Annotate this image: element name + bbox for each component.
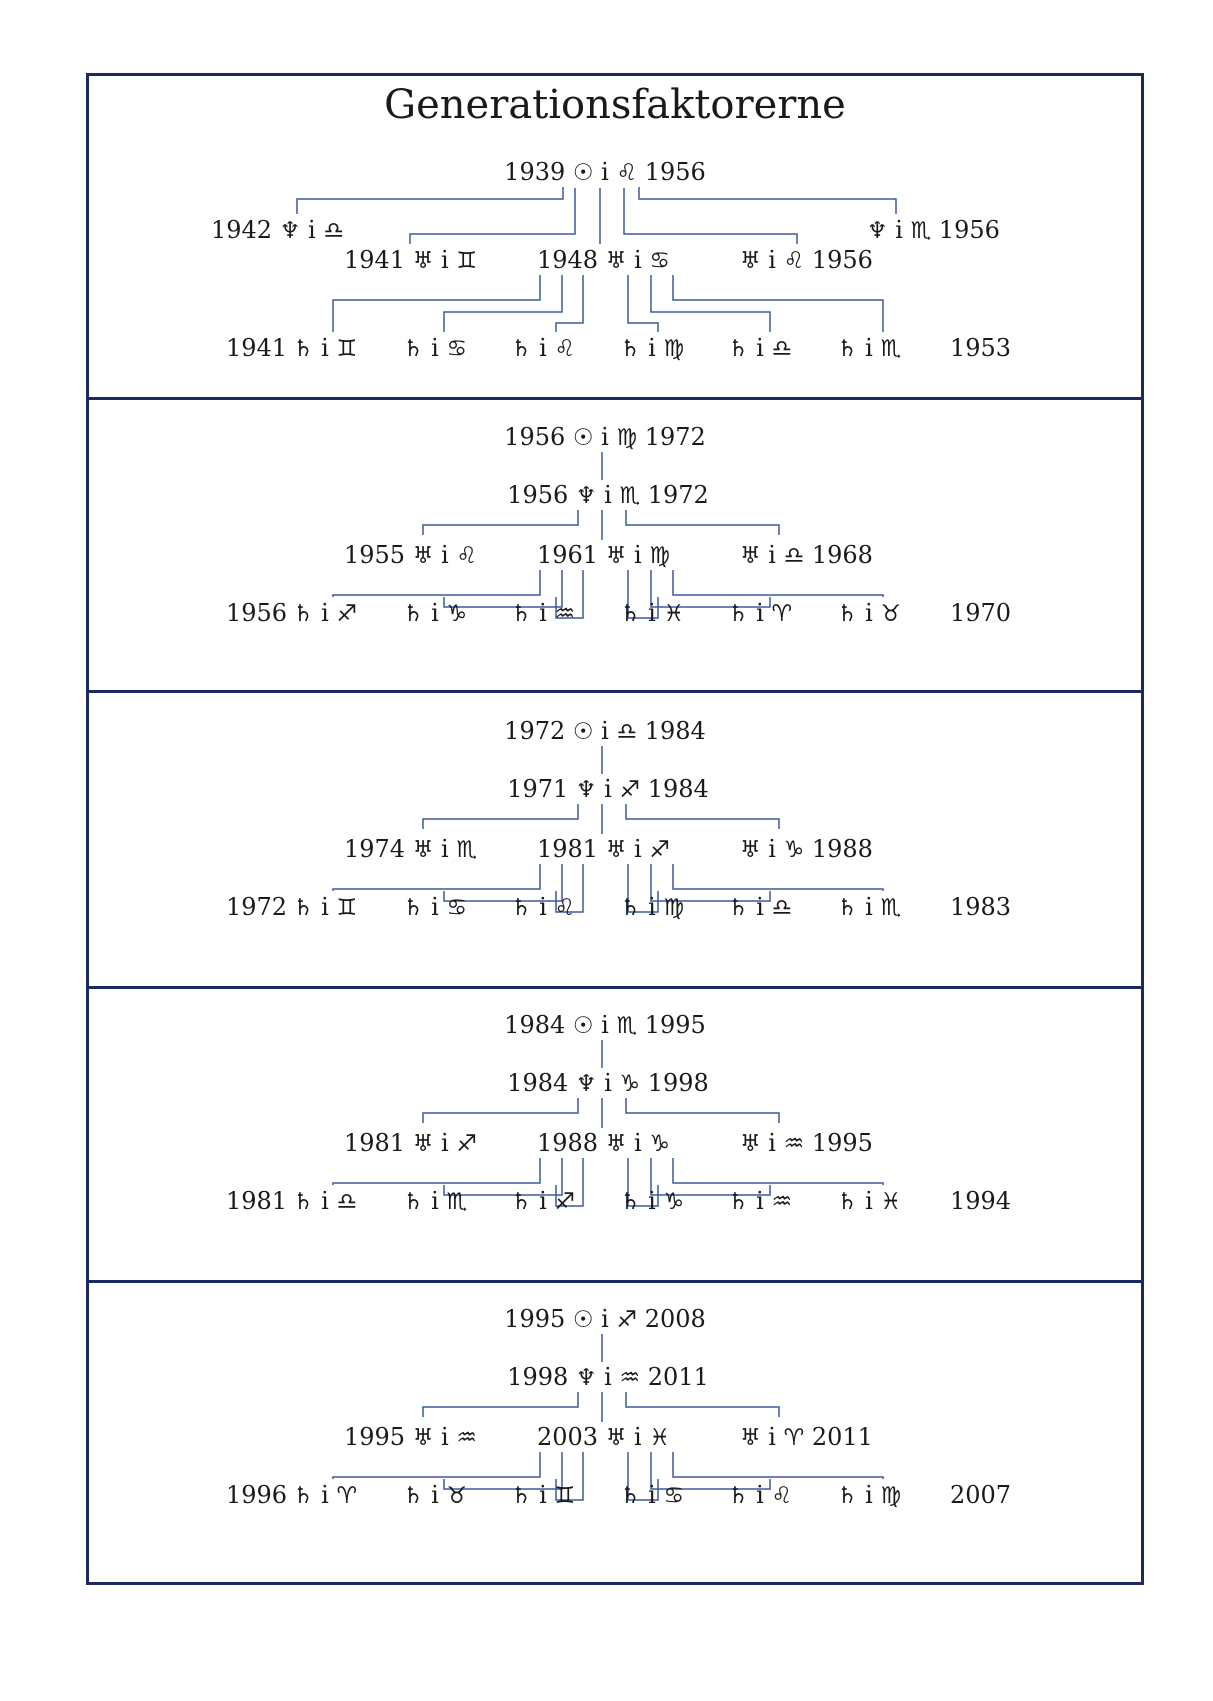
connector-line — [423, 510, 578, 535]
connector-line — [628, 275, 658, 332]
planet-glyph-icon: ☉ — [572, 160, 594, 186]
end-year: 2011 — [811, 1423, 873, 1451]
planet-glyph-icon: ♄ — [836, 895, 858, 921]
planet-glyph-icon: ♅ — [740, 1425, 761, 1451]
saturn-item — [837, 1481, 901, 1510]
preposition: i — [756, 1187, 764, 1215]
planet-glyph-icon: ♄ — [836, 336, 858, 362]
preposition: i — [756, 1481, 764, 1509]
preposition: i — [768, 541, 776, 569]
zodiac-sign-icon: ♏ — [910, 218, 932, 244]
planet-glyph-icon: ☉ — [572, 1013, 594, 1039]
uranus-mid — [537, 541, 670, 570]
planet-glyph-icon: ♄ — [510, 1189, 532, 1215]
zodiac-sign-icon: ♑ — [663, 1189, 685, 1215]
preposition: i — [648, 334, 656, 362]
saturn-start-year: 1996 — [226, 1481, 288, 1509]
planet-glyph-icon: ♅ — [605, 837, 627, 863]
zodiac-sign-icon: ♏ — [619, 483, 641, 509]
planet-glyph-icon: ♆ — [575, 777, 597, 803]
zodiac-sign-icon: ♊ — [554, 1483, 576, 1509]
zodiac-sign-icon: ♎ — [771, 895, 793, 921]
zodiac-sign-icon: ♐ — [616, 1307, 638, 1333]
saturn-item — [728, 893, 792, 922]
sun-row — [504, 717, 706, 746]
planet-glyph-icon: ♄ — [619, 1483, 641, 1509]
start-year: 1961 — [537, 541, 599, 569]
preposition: i — [633, 1423, 642, 1451]
zodiac-sign-icon: ♎ — [323, 218, 344, 244]
start-year: 2003 — [537, 1423, 599, 1451]
saturn-item — [620, 1187, 684, 1216]
zodiac-sign-icon: ♎ — [771, 336, 793, 362]
zodiac-sign-icon: ♑ — [619, 1071, 641, 1097]
planet-glyph-icon: ♅ — [605, 543, 627, 569]
connector-line — [673, 275, 883, 332]
preposition: i — [633, 541, 642, 569]
saturn-item — [837, 599, 901, 628]
zodiac-sign-icon: ♒ — [619, 1365, 641, 1391]
planet-glyph-icon: ♄ — [292, 601, 314, 627]
preposition: i — [601, 1011, 609, 1039]
end-year: 1984 — [644, 717, 706, 745]
uranus-left — [344, 246, 477, 275]
uranus-left — [344, 1423, 477, 1452]
zodiac-sign-icon: ♌ — [771, 1483, 793, 1509]
zodiac-sign-icon: ♈ — [336, 1483, 358, 1509]
zodiac-sign-icon: ♌ — [554, 895, 576, 921]
preposition: i — [601, 1305, 609, 1333]
saturn-item — [293, 893, 357, 922]
planet-glyph-icon: ♄ — [402, 336, 424, 362]
start-year: 1998 — [507, 1363, 569, 1391]
preposition: i — [768, 1129, 776, 1157]
zodiac-sign-icon: ♌ — [456, 543, 477, 569]
saturn-item — [728, 599, 792, 628]
preposition: i — [768, 835, 776, 863]
uranus-right — [740, 246, 873, 275]
connector-line — [639, 187, 896, 214]
start-year: 1955 — [344, 541, 406, 569]
start-year: 1942 — [211, 216, 273, 244]
preposition: i — [601, 423, 609, 451]
zodiac-sign-icon: ♍ — [616, 425, 638, 451]
zodiac-sign-icon: ♌ — [554, 336, 576, 362]
zodiac-sign-icon: ♐ — [619, 777, 641, 803]
planet-glyph-icon: ☉ — [572, 1307, 594, 1333]
zodiac-sign-icon: ♏ — [616, 1013, 638, 1039]
saturn-start-year: 1972 — [226, 893, 288, 921]
preposition: i — [307, 216, 316, 244]
connector-line — [626, 1098, 779, 1123]
zodiac-sign-icon: ♑ — [783, 837, 805, 863]
connector-line — [333, 1452, 540, 1479]
saturn-item — [728, 1481, 792, 1510]
zodiac-sign-icon: ♋ — [649, 248, 670, 274]
uranus-right — [740, 835, 873, 864]
saturn-end-year: 1983 — [950, 893, 1012, 921]
start-year: 1984 — [504, 1011, 566, 1039]
preposition: i — [604, 1363, 612, 1391]
zodiac-sign-icon: ♏ — [456, 837, 477, 863]
sun-row — [504, 1011, 706, 1040]
zodiac-sign-icon: ♐ — [336, 601, 358, 627]
preposition: i — [321, 1481, 329, 1509]
zodiac-sign-icon: ♏ — [446, 1189, 468, 1215]
saturn-item — [620, 334, 684, 363]
saturn-item — [293, 599, 357, 628]
zodiac-sign-icon: ♍ — [880, 1483, 902, 1509]
saturn-item — [837, 893, 901, 922]
saturn-item — [511, 334, 575, 363]
end-year: 1968 — [811, 541, 873, 569]
planet-glyph-icon: ♅ — [605, 1131, 627, 1157]
end-year: 2011 — [647, 1363, 709, 1391]
connector-line — [651, 275, 770, 332]
zodiac-sign-icon: ♈ — [783, 1425, 805, 1451]
saturn-item — [837, 334, 901, 363]
uranus-mid — [537, 1129, 670, 1158]
preposition: i — [865, 1481, 873, 1509]
zodiac-sign-icon: ♍ — [663, 895, 685, 921]
saturn-item — [620, 1481, 684, 1510]
planet-glyph-icon: ♆ — [867, 218, 888, 244]
planet-glyph-icon: ♅ — [412, 543, 434, 569]
zodiac-sign-icon: ♏ — [880, 895, 902, 921]
connector-line — [423, 804, 578, 829]
planet-glyph-icon: ♅ — [740, 1131, 761, 1157]
preposition: i — [648, 1481, 656, 1509]
saturn-item — [511, 893, 575, 922]
start-year: 1974 — [344, 835, 406, 863]
planet-glyph-icon: ♄ — [619, 1189, 641, 1215]
zodiac-sign-icon: ♐ — [554, 1189, 576, 1215]
saturn-end-year: 1953 — [950, 334, 1012, 362]
uranus-left — [344, 835, 477, 864]
connector-line — [673, 570, 883, 597]
connector-line — [410, 188, 575, 244]
saturn-start-year: 1981 — [226, 1187, 288, 1215]
planet-glyph-icon: ♆ — [575, 1365, 597, 1391]
planet-glyph-icon: ♅ — [605, 248, 627, 274]
zodiac-sign-icon: ♈ — [771, 601, 793, 627]
preposition: i — [604, 481, 612, 509]
planet-glyph-icon: ♄ — [836, 1483, 858, 1509]
saturn-item — [728, 334, 792, 363]
uranus-mid — [537, 1423, 670, 1452]
preposition: i — [440, 246, 449, 274]
uranus-right — [740, 541, 873, 570]
preposition: i — [440, 1129, 449, 1157]
zodiac-sign-icon: ♎ — [336, 1189, 358, 1215]
start-year: 1984 — [507, 1069, 569, 1097]
planet-glyph-icon: ☉ — [572, 719, 594, 745]
zodiac-sign-icon: ♍ — [663, 336, 685, 362]
zodiac-sign-icon: ♑ — [649, 1131, 670, 1157]
planet-glyph-icon: ♄ — [402, 1189, 424, 1215]
end-year: 1998 — [647, 1069, 709, 1097]
planet-glyph-icon: ♄ — [619, 895, 641, 921]
preposition: i — [440, 541, 449, 569]
connector-line — [423, 1098, 578, 1123]
planet-glyph-icon: ♄ — [510, 336, 532, 362]
planet-glyph-icon: ♆ — [279, 218, 301, 244]
zodiac-sign-icon: ♊ — [456, 248, 477, 274]
zodiac-sign-icon: ♊ — [336, 895, 358, 921]
saturn-item — [403, 599, 467, 628]
preposition: i — [648, 1187, 656, 1215]
saturn-item — [620, 893, 684, 922]
planet-glyph-icon: ♄ — [402, 1483, 424, 1509]
planet-glyph-icon: ♅ — [605, 1425, 627, 1451]
zodiac-sign-icon: ♒ — [456, 1425, 477, 1451]
saturn-item — [403, 893, 467, 922]
preposition: i — [865, 599, 873, 627]
saturn-item — [837, 1187, 901, 1216]
connector-line — [444, 275, 562, 332]
preposition: i — [633, 835, 642, 863]
neptune-right — [867, 216, 1000, 245]
connector-line — [673, 1452, 883, 1479]
zodiac-sign-icon: ♎ — [616, 719, 638, 745]
uranus-right — [740, 1423, 873, 1452]
preposition: i — [539, 334, 547, 362]
end-year: 2008 — [644, 1305, 706, 1333]
zodiac-sign-icon: ♐ — [649, 837, 670, 863]
zodiac-sign-icon: ♍ — [649, 543, 670, 569]
planet-glyph-icon: ♄ — [292, 895, 314, 921]
preposition: i — [756, 599, 764, 627]
planet-glyph-icon: ♄ — [727, 1483, 749, 1509]
connector-line — [333, 1158, 540, 1185]
end-year: 1984 — [647, 775, 709, 803]
zodiac-sign-icon: ♏ — [880, 336, 902, 362]
zodiac-sign-icon: ♒ — [783, 1131, 805, 1157]
zodiac-sign-icon: ♎ — [783, 543, 805, 569]
zodiac-sign-icon: ♉ — [446, 1483, 468, 1509]
start-year: 1956 — [504, 423, 566, 451]
end-year: 1956 — [644, 158, 706, 186]
connector-line — [333, 570, 540, 597]
start-year: 1995 — [504, 1305, 566, 1333]
saturn-item — [620, 599, 684, 628]
zodiac-sign-icon: ♒ — [771, 1189, 793, 1215]
preposition: i — [440, 1423, 449, 1451]
preposition: i — [539, 1187, 547, 1215]
zodiac-sign-icon: ♓ — [663, 601, 685, 627]
start-year: 1988 — [537, 1129, 599, 1157]
preposition: i — [321, 1187, 329, 1215]
zodiac-sign-icon: ♐ — [456, 1131, 477, 1157]
end-year: 1956 — [811, 246, 873, 274]
start-year: 1971 — [507, 775, 569, 803]
sun-row — [504, 423, 706, 452]
connector-line — [297, 187, 563, 214]
planet-glyph-icon: ♄ — [292, 1189, 314, 1215]
saturn-item — [511, 1187, 575, 1216]
start-year: 1939 — [504, 158, 566, 186]
zodiac-sign-icon: ♊ — [336, 336, 358, 362]
preposition: i — [633, 1129, 642, 1157]
planet-glyph-icon: ♆ — [575, 483, 597, 509]
planet-glyph-icon: ♄ — [292, 1483, 314, 1509]
connector-line — [626, 804, 779, 829]
saturn-item — [511, 1481, 575, 1510]
planet-glyph-icon: ♄ — [402, 895, 424, 921]
neptune-row — [507, 775, 709, 804]
preposition: i — [431, 1187, 439, 1215]
zodiac-sign-icon: ♌ — [616, 160, 638, 186]
zodiac-sign-icon: ♋ — [446, 336, 468, 362]
planet-glyph-icon: ♄ — [292, 336, 314, 362]
planet-glyph-icon: ♅ — [740, 248, 761, 274]
planet-glyph-icon: ♄ — [510, 895, 532, 921]
preposition: i — [768, 1423, 776, 1451]
uranus-mid — [537, 835, 670, 864]
uranus-left — [344, 541, 477, 570]
connector-line — [626, 1392, 779, 1417]
preposition: i — [865, 334, 873, 362]
planet-glyph-icon: ♄ — [727, 336, 749, 362]
planet-glyph-icon: ♄ — [510, 601, 532, 627]
zodiac-sign-icon: ♉ — [880, 601, 902, 627]
preposition: i — [431, 599, 439, 627]
start-year: 1948 — [537, 246, 599, 274]
preposition: i — [431, 893, 439, 921]
start-year: 1941 — [344, 246, 406, 274]
neptune-row — [507, 481, 709, 510]
preposition: i — [768, 246, 776, 274]
preposition: i — [633, 246, 642, 274]
saturn-item — [293, 1481, 357, 1510]
start-year: 1995 — [344, 1423, 406, 1451]
planet-glyph-icon: ♄ — [619, 336, 641, 362]
preposition: i — [539, 1481, 547, 1509]
preposition: i — [321, 599, 329, 627]
saturn-item — [293, 334, 357, 363]
neptune-left — [211, 216, 344, 245]
planet-glyph-icon: ♅ — [412, 1131, 434, 1157]
connector-line — [333, 864, 540, 891]
preposition: i — [321, 334, 329, 362]
start-year: 1972 — [504, 717, 566, 745]
start-year: 1981 — [537, 835, 599, 863]
saturn-end-year: 2007 — [950, 1481, 1012, 1509]
uranus-left — [344, 1129, 477, 1158]
zodiac-sign-icon: ♋ — [663, 1483, 685, 1509]
preposition: i — [648, 893, 656, 921]
planet-glyph-icon: ♅ — [740, 543, 761, 569]
connector-line — [624, 188, 797, 244]
planet-glyph-icon: ♄ — [727, 895, 749, 921]
planet-glyph-icon: ♄ — [510, 1483, 532, 1509]
saturn-item — [293, 1187, 357, 1216]
preposition: i — [865, 1187, 873, 1215]
preposition: i — [756, 334, 764, 362]
saturn-item — [728, 1187, 792, 1216]
end-year: 1988 — [811, 835, 873, 863]
connector-line — [673, 1158, 883, 1185]
preposition: i — [756, 893, 764, 921]
preposition: i — [431, 1481, 439, 1509]
start-year: 1956 — [507, 481, 569, 509]
planet-glyph-icon: ♅ — [412, 248, 434, 274]
connector-line — [423, 1392, 578, 1417]
preposition: i — [539, 893, 547, 921]
preposition: i — [321, 893, 329, 921]
zodiac-sign-icon: ♌ — [783, 248, 805, 274]
planet-glyph-icon: ♅ — [740, 837, 761, 863]
saturn-end-year: 1970 — [950, 599, 1012, 627]
saturn-item — [403, 334, 467, 363]
connector-line — [673, 864, 883, 891]
planet-glyph-icon: ♄ — [836, 1189, 858, 1215]
planet-glyph-icon: ♄ — [619, 601, 641, 627]
zodiac-sign-icon: ♓ — [880, 1189, 902, 1215]
zodiac-sign-icon: ♒ — [554, 601, 576, 627]
planet-glyph-icon: ☉ — [572, 425, 594, 451]
uranus-right — [740, 1129, 873, 1158]
planet-glyph-icon: ♅ — [412, 1425, 434, 1451]
saturn-start-year: 1956 — [226, 599, 288, 627]
connector-line — [626, 510, 779, 535]
connector-line — [333, 275, 540, 332]
planet-glyph-icon: ♄ — [836, 601, 858, 627]
preposition: i — [601, 717, 609, 745]
planet-glyph-icon: ♄ — [402, 601, 424, 627]
preposition: i — [895, 216, 903, 244]
saturn-end-year: 1994 — [950, 1187, 1012, 1215]
zodiac-sign-icon: ♓ — [649, 1425, 670, 1451]
preposition: i — [601, 158, 609, 186]
preposition: i — [431, 334, 439, 362]
end-year: 1995 — [644, 1011, 706, 1039]
neptune-row — [507, 1363, 709, 1392]
planet-glyph-icon: ♄ — [727, 1189, 749, 1215]
page-title: Generationsfaktorerne — [384, 82, 846, 128]
planet-glyph-icon: ♆ — [575, 1071, 597, 1097]
neptune-row — [507, 1069, 709, 1098]
saturn-item — [403, 1481, 467, 1510]
saturn-start-year: 1941 — [226, 334, 288, 362]
preposition: i — [604, 775, 612, 803]
preposition: i — [865, 893, 873, 921]
preposition: i — [440, 835, 449, 863]
saturn-item — [511, 599, 575, 628]
end-year: 1956 — [938, 216, 1000, 244]
planet-glyph-icon: ♅ — [412, 837, 434, 863]
preposition: i — [648, 599, 656, 627]
saturn-item — [403, 1187, 467, 1216]
uranus-mid — [537, 246, 670, 275]
preposition: i — [604, 1069, 612, 1097]
preposition: i — [539, 599, 547, 627]
end-year: 1995 — [811, 1129, 873, 1157]
end-year: 1972 — [644, 423, 706, 451]
sun-row — [504, 1305, 706, 1334]
start-year: 1981 — [344, 1129, 406, 1157]
sun-row — [504, 158, 706, 187]
connector-line — [556, 275, 583, 332]
end-year: 1972 — [647, 481, 709, 509]
zodiac-sign-icon: ♑ — [446, 601, 468, 627]
zodiac-sign-icon: ♋ — [446, 895, 468, 921]
planet-glyph-icon: ♄ — [727, 601, 749, 627]
